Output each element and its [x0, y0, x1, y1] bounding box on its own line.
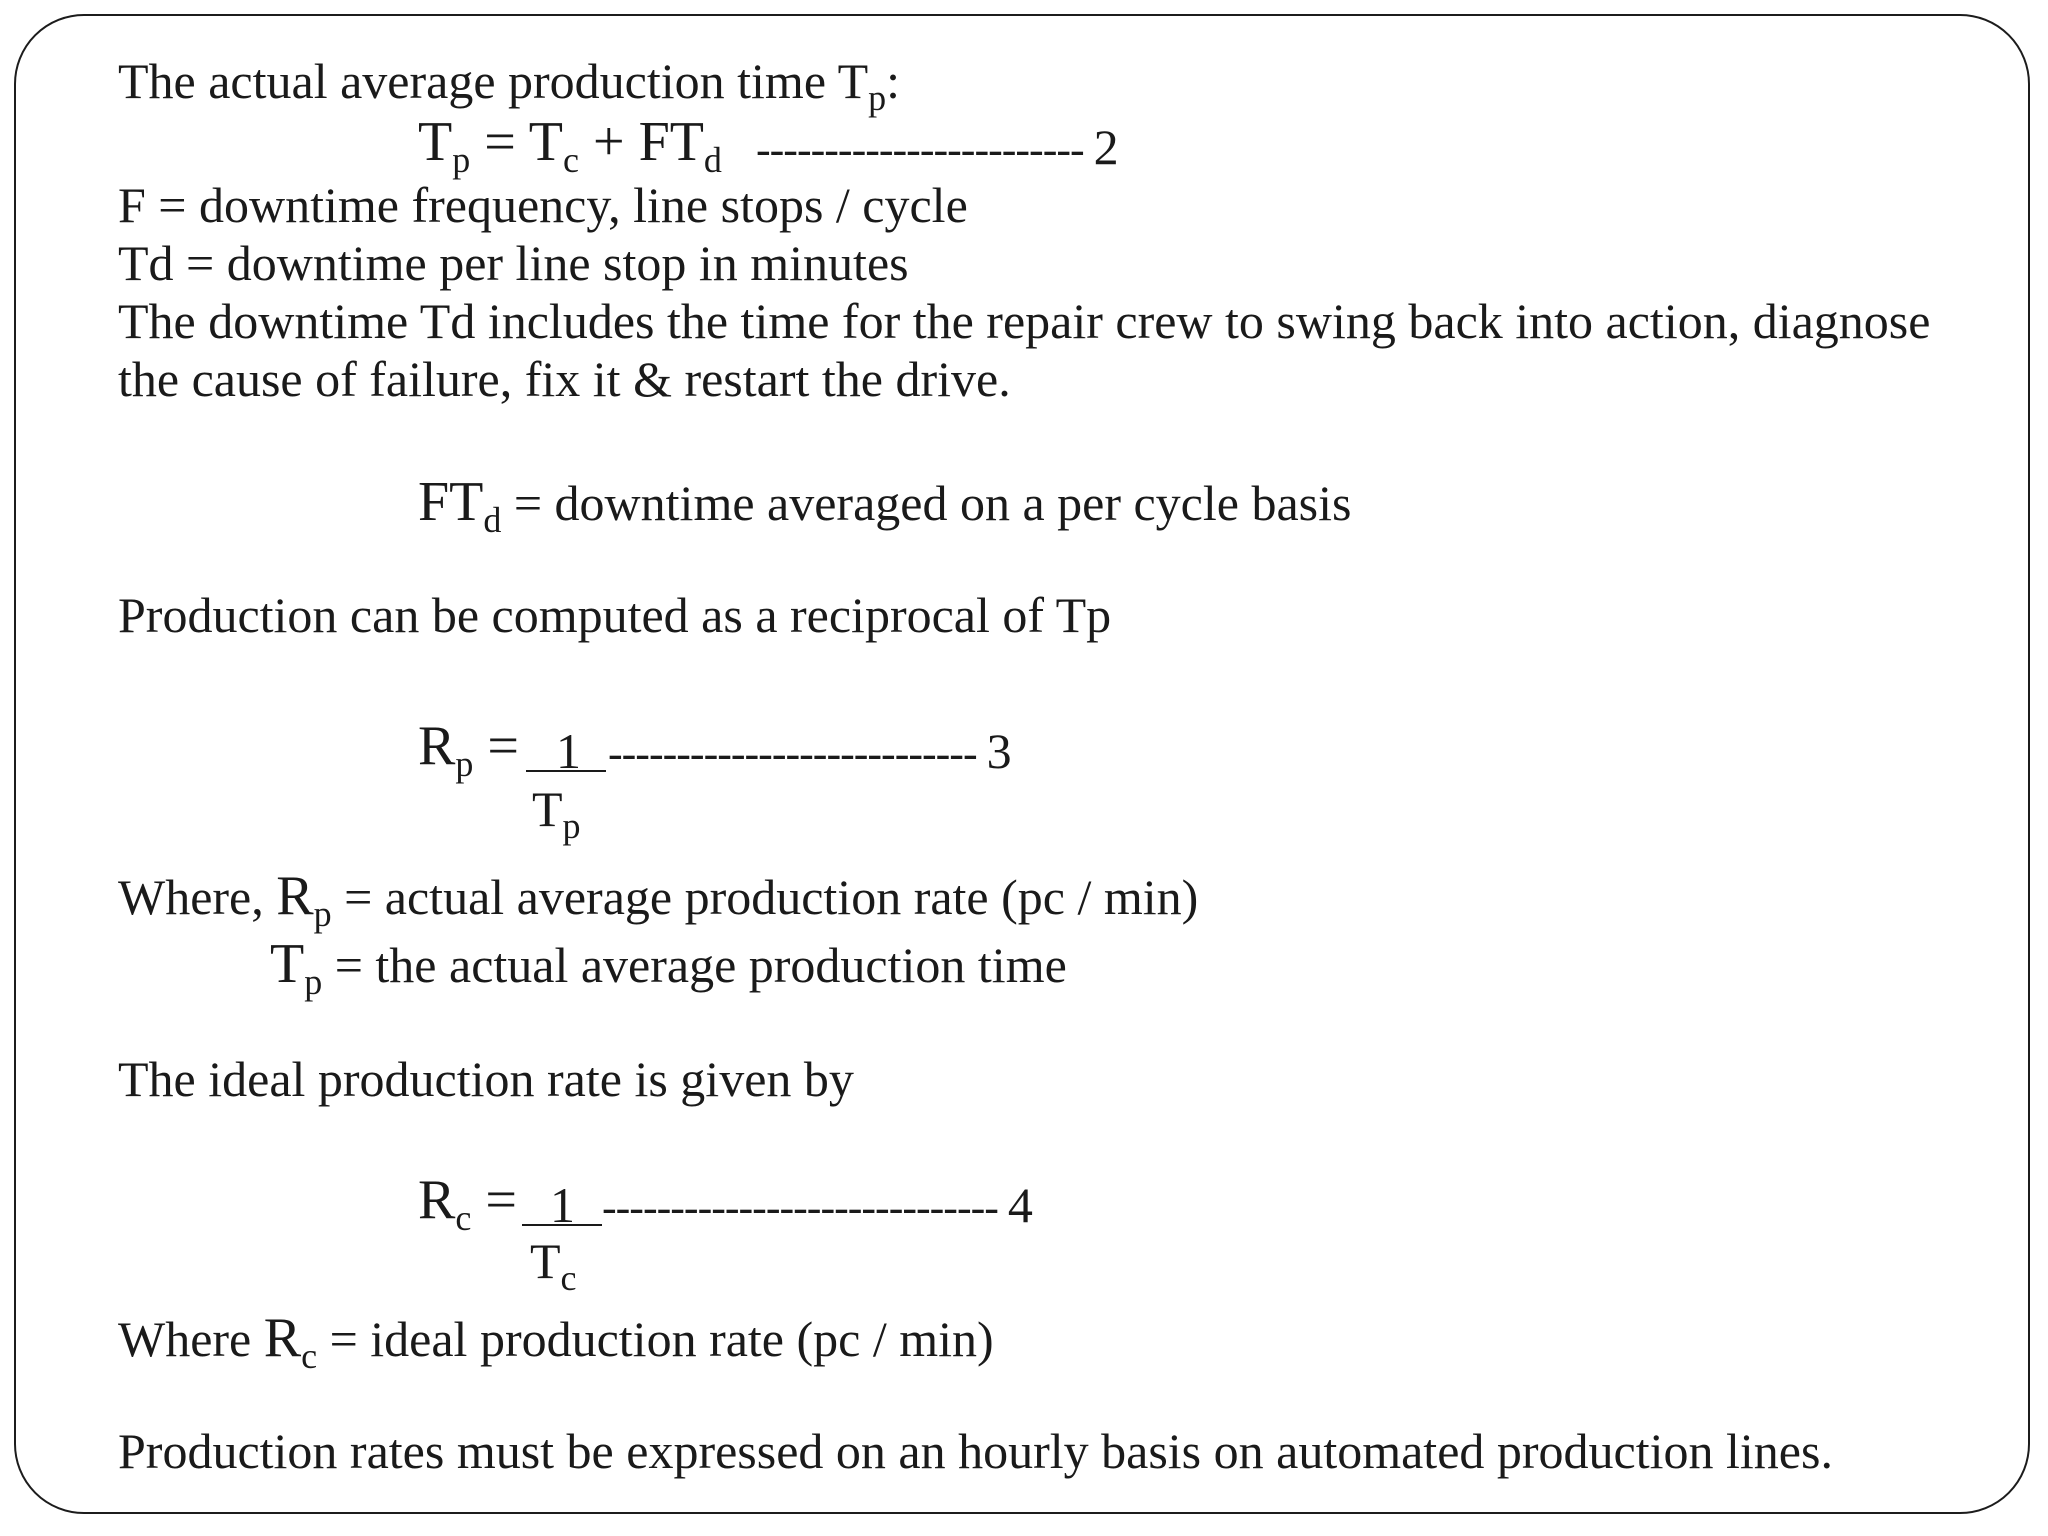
where-rc-prefix: Where — [118, 1311, 264, 1367]
eq3-numerator: 1 — [556, 723, 581, 779]
eq4-denominator-symbol: T — [530, 1233, 561, 1289]
intro-line — [118, 53, 901, 118]
ideal-rate-text: The ideal production rate is given by — [118, 1051, 854, 1107]
eq2-dashes: ------------------------ — [756, 125, 1084, 174]
eq3-denominator — [532, 781, 581, 846]
eq4-equals: = — [471, 1169, 517, 1231]
where-rp-text: = actual average production rate (pc / min) — [331, 869, 1199, 925]
ftd-symbol: FT — [418, 471, 484, 533]
eq4-leader — [602, 1177, 1032, 1233]
eq2-tc-subscript: c — [563, 140, 579, 180]
where-rp-symbol: R — [276, 865, 314, 927]
where-rc-line — [118, 1307, 994, 1376]
equation-3-lhs — [418, 715, 519, 784]
eq2-leader — [756, 119, 1118, 175]
eq4-numerator: 1 — [550, 1177, 575, 1233]
where-rp-subscript: p — [313, 894, 332, 934]
eq4-denominator — [530, 1233, 577, 1298]
eq4-subscript: c — [455, 1198, 472, 1238]
closing-text: Production rates must be expressed on an hourly basis on automated production lines. — [118, 1423, 1833, 1479]
where-tp-symbol: T — [270, 933, 305, 995]
eq2-lhs-subscript: p — [452, 140, 471, 180]
where-tp-text: = the actual average production time — [322, 937, 1067, 993]
eq3-denominator-subscript: p — [562, 806, 581, 846]
eq3-fraction-bar — [526, 770, 606, 772]
eq4-number: 4 — [1007, 1177, 1032, 1233]
eq4-symbol: R — [418, 1169, 456, 1231]
where-rc-subscript: c — [301, 1336, 318, 1376]
intro-subscript: p — [868, 78, 887, 118]
description-line-1: The downtime Td includes the time for the repair crew to swing back into action, diagnose — [118, 293, 1931, 349]
ftd-definition — [418, 471, 1352, 540]
where-rp-line — [118, 865, 1199, 934]
eq3-dashes: --------------------------- — [608, 729, 977, 778]
eq2-lhs: T — [418, 111, 453, 173]
equation-2 — [418, 111, 722, 180]
eq3-symbol: R — [418, 715, 456, 777]
definition-td: Td = downtime per line stop in minutes — [118, 235, 909, 291]
description-line-2: the cause of failure, fix it & restart the drive. — [118, 351, 1011, 407]
eq3-leader — [608, 723, 1011, 779]
where-tp-subscript: p — [304, 962, 323, 1002]
eq3-number: 3 — [986, 723, 1011, 779]
eq4-fraction-bar — [522, 1224, 602, 1226]
eq2-number: 2 — [1093, 119, 1118, 175]
definition-f: F = downtime frequency, line stops / cycle — [118, 177, 968, 233]
equation-4-lhs — [418, 1169, 517, 1238]
ftd-subscript: d — [483, 500, 502, 540]
where-rc-text: = ideal production rate (pc / min) — [317, 1311, 994, 1367]
where-rc-symbol: R — [263, 1307, 302, 1369]
where-rp-prefix: Where, — [118, 869, 277, 925]
intro-text: The actual average production time T — [118, 53, 869, 109]
eq2-td-subscript: d — [703, 140, 722, 180]
ftd-text: = downtime averaged on a per cycle basis — [501, 475, 1352, 531]
eq3-equals: = — [473, 715, 519, 777]
eq3-subscript: p — [455, 744, 474, 784]
eq4-dashes: ----------------------------- — [602, 1183, 998, 1232]
eq4-denominator-subscript: c — [560, 1258, 577, 1298]
intro-tail: : — [886, 53, 901, 109]
eq2-equals: = T — [470, 111, 563, 173]
eq2-plus: + FT — [578, 111, 704, 173]
reciprocal-text: Production can be computed as a reciprocal of Tp — [118, 587, 1112, 643]
eq3-denominator-symbol: T — [532, 781, 563, 837]
where-tp-line — [270, 933, 1067, 1002]
